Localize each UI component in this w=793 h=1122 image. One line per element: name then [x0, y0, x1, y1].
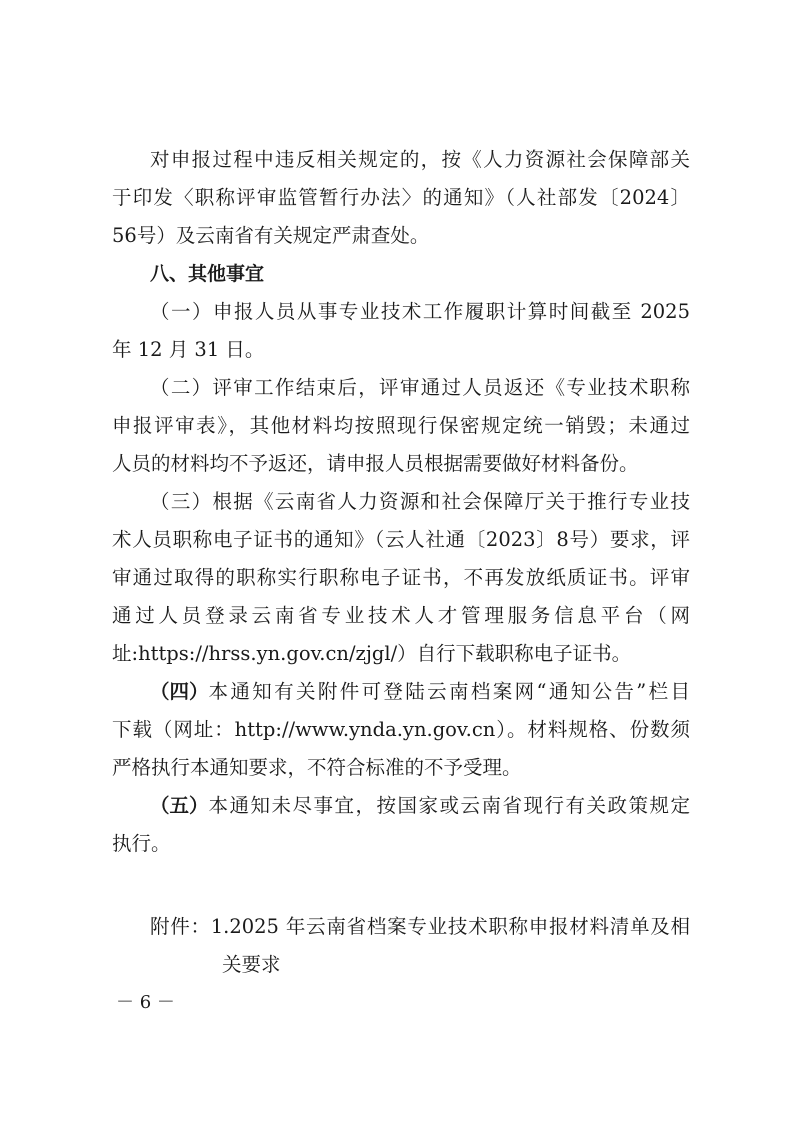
- item-3-line-2: 术人员职称电子证书的通知》（云人社通〔2023〕8号）要求，评: [112, 528, 690, 551]
- item-3-line-1: （三）根据《云南省人力资源和社会保障厅关于推行专业技: [150, 490, 690, 513]
- item-5-line-2: 执行。: [112, 832, 171, 855]
- item-4-line-3: 严格执行本通知要求，不符合标准的不予受理。: [112, 756, 522, 779]
- violation-paragraph-line-3: 56号）及云南省有关规定严肃查处。: [112, 224, 430, 247]
- item-3-line-3: 审通过取得的职称实行职称电子证书，不再发放纸质证书。评审: [112, 566, 690, 589]
- item-2-line-1: （二）评审工作结束后，评审通过人员返还《专业技术职称: [150, 376, 690, 399]
- item-5-label: （五）: [150, 794, 209, 817]
- item-4-label: （四）: [150, 680, 209, 703]
- item-3-line-5: 址:https://hrss.yn.gov.cn/zjgl/）自行下载职称电子证书。: [112, 642, 632, 665]
- page-number: － 6 －: [116, 992, 175, 1013]
- item-4-line-1-text: 本通知有关附件可登陆云南档案网“通知公告”栏目: [208, 680, 690, 703]
- item-1-line-2: 年 12 月 31 日。: [112, 338, 265, 361]
- attachment-line-2: 关要求: [222, 953, 281, 976]
- violation-paragraph-line-1: 对申报过程中违反相关规定的，按《人力资源社会保障部关: [150, 148, 690, 171]
- attachment-line-1: 附件：1.2025 年云南省档案专业技术职称申报材料清单及相: [150, 915, 690, 938]
- violation-paragraph-line-2: 于印发〈职称评审监管暂行办法〉的通知》（人社部发〔2024〕: [112, 186, 690, 209]
- item-2-line-2: 申报评审表》，其他材料均按照现行保密规定统一销毁；未通过: [112, 414, 690, 437]
- section-heading: 八、其他事宜: [150, 263, 265, 285]
- item-4-line-2: 下载（网址：http://www.ynda.yn.gov.cn）。材料规格、份数须: [112, 718, 690, 741]
- item-5-line-1: [150, 791, 690, 821]
- item-5-line-1-text: 本通知未尽事宜，按国家或云南省现行有关政策规定: [208, 794, 690, 817]
- item-1-line-1: （一）申报人员从事专业技术工作履职计算时间截至 2025: [150, 300, 690, 323]
- item-4-line-1: [150, 677, 690, 707]
- item-2-line-3: 人员的材料均不予返还，请申报人员根据需要做好材料备份。: [112, 452, 639, 475]
- item-3-line-4: 通过人员登录云南省专业技术人才管理服务信息平台（网: [112, 604, 690, 627]
